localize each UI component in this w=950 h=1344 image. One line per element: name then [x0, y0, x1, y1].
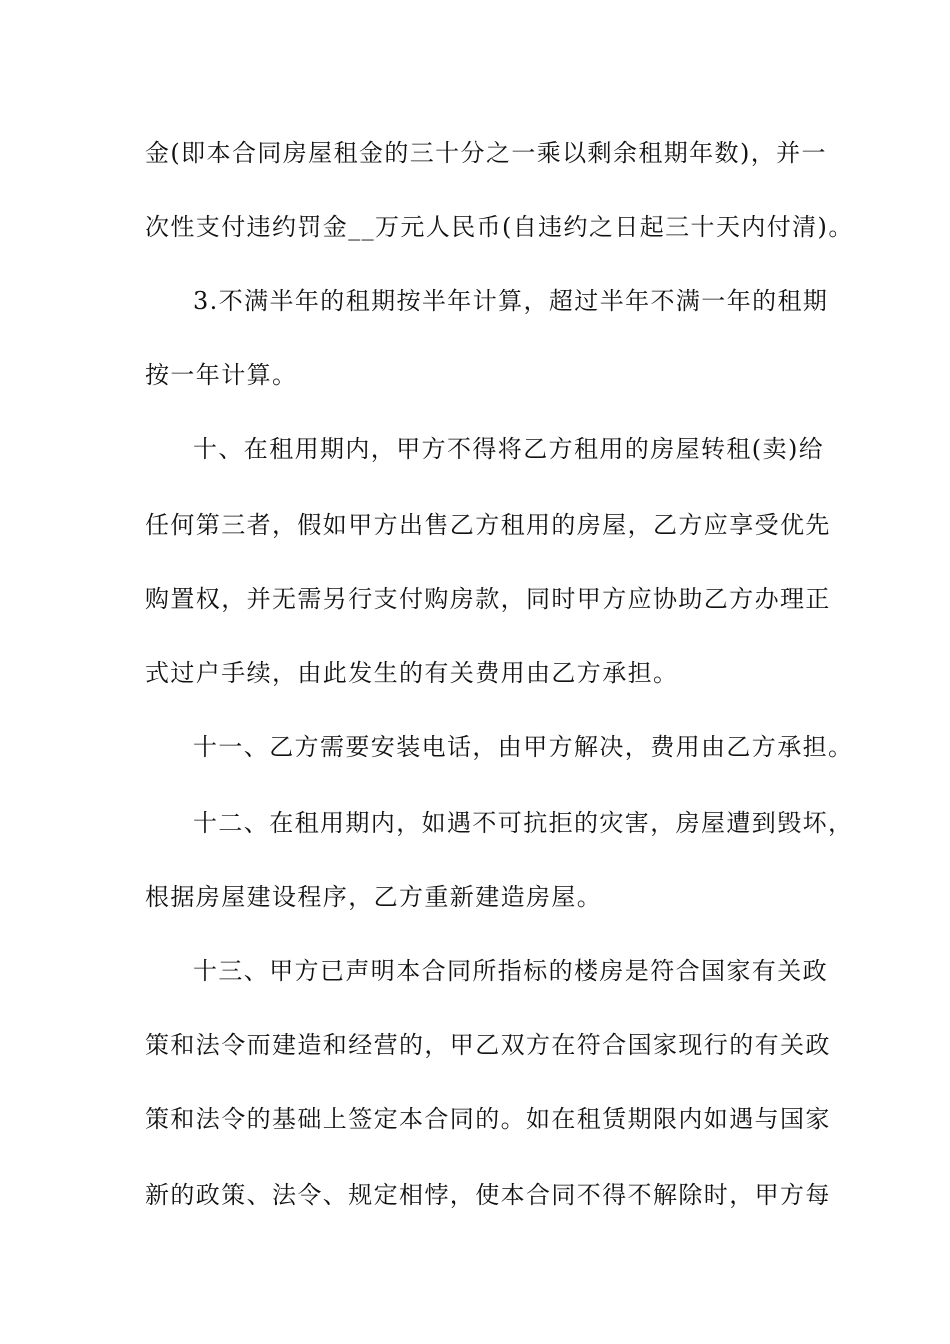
- paragraph-start-line: 十二、在租用期内，如遇不可抗拒的灾害，房屋遭到毁坏，: [193, 809, 854, 837]
- paragraph-start-line: 十三、甲方已声明本合同所指标的楼房是符合国家有关政: [193, 957, 828, 985]
- text-line: 策和法令而建造和经营的，甲乙双方在符合国家现行的有关政: [145, 1031, 831, 1059]
- paragraph-start-line: 十一、乙方需要安装电话，由甲方解决，费用由乙方承担。: [193, 733, 854, 761]
- text-line: 根据房屋建设程序，乙方重新建造房屋。: [145, 883, 603, 911]
- text-line: 式过户手续，由此发生的有关费用由乙方承担。: [145, 659, 679, 687]
- text-line: 按一年计算。: [145, 361, 298, 389]
- text-line: 策和法令的基础上签定本合同的。如在租赁期限内如遇与国家: [145, 1105, 831, 1133]
- text-line: 次性支付违约罚金__万元人民币(自违约之日起三十天内付清)。: [145, 213, 854, 241]
- text-line: 金(即本合同房屋租金的三十分之一乘以剩余租期年数)，并一: [145, 139, 827, 167]
- paragraph-start-line: 3.不满半年的租期按半年计算，超过半年不满一年的租期: [193, 287, 829, 315]
- text-line: 任何第三者，假如甲方出售乙方租用的房屋，乙方应享受优先: [145, 511, 831, 539]
- text-line: 购置权，并无需另行支付购房款，同时甲方应协助乙方办理正: [145, 585, 831, 613]
- text-line: 新的政策、法令、规定相悖，使本合同不得不解除时，甲方每: [145, 1181, 831, 1209]
- paragraph-start-line: 十、在租用期内，甲方不得将乙方租用的房屋转租(卖)给: [193, 435, 825, 463]
